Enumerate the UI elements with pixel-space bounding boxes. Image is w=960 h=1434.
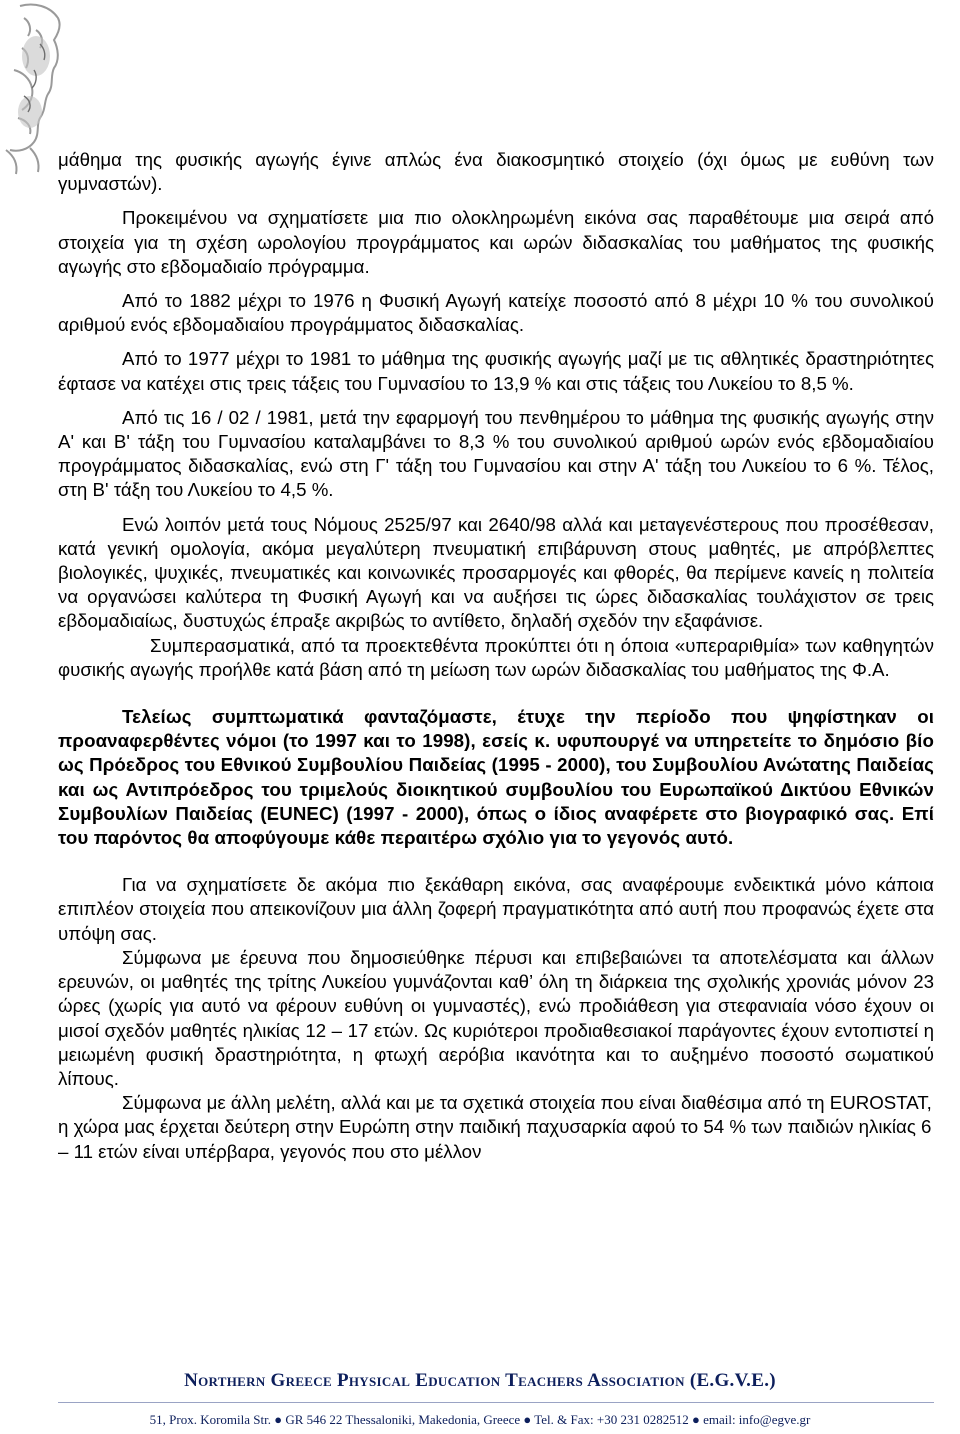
paragraph: Συμπερασματικά, από τα προεκτεθέντα προκύπτει ότι η όποια «υπεραριθμία» των καθηγητών φυσικής αγωγής προήλθε κατά βάση από τη μείωση των ωρών διδασκαλίας του μαθήματος της Φ.Α.	[58, 634, 934, 680]
footer-divider	[58, 1402, 934, 1403]
paragraph: Ενώ λοιπόν μετά τους Νόμους 2525/97 και 2640/98 αλλά και μεταγενέστερους που προσέθεσαν, κατά γενική ομολογία, ακόμα μεγαλύτερη πνευματική επιβάρυνση στους μαθητές, με απρόβλεπτες βιολογικές, ψυχικές, πνευματικές και κοινωνικές προσαρμογές και φθορές, θα περίμενε κανείς η πολιτεία να οργανώσει καλύτερα τη Φυσική Αγωγή και να αυξήσει τις ώρες διδασκαλίας τουλάχιστον σε τρεις εβδομαδιαίως, δυστυχώς έπραξε ακριβώς το αντίθετο, δηλαδή σχεδόν την εξαφάνισε.	[58, 513, 934, 632]
paragraph: Από τις 16 / 02 / 1981, μετά την εφαρμογή του πενθημέρου το μάθημα της φυσικής αγωγής στην Α' και Β' τάξη του Γυμνασίου καταλαμβάνει το 8,3 % του συνολικού αριθμού ωρών ενός εβδομαδιαίου προγράμματος διδασκαλίας, ενώ στη Γ' τάξη του Γυμνασίου και στην Α' τάξη του Λυκείου το 6 %. Τέλος, στη Β' τάξη του Λυκείου το 4,5 %.	[58, 406, 934, 501]
footer-address: 51, Prox. Koromila Str. ● GR 546 22 Thessaloniki, Makedonia, Greece ● Tel. & Fax: +30 231 0282512 ● email: info@egve.gr	[149, 1412, 811, 1427]
footer-organization-name: Northern Greece Physical Education Teachers Association (E.G.V.E.)	[184, 1370, 776, 1391]
paragraph: μάθημα της φυσικής αγωγής έγινε απλώς ένα διακοσμητικό στοιχείο (όχι όμως με ευθύνη των γυμναστών).	[58, 149, 934, 195]
paragraph: Από το 1882 μέχρι το 1976 η Φυσική Αγωγή κατείχε ποσοστό από 8 μέχρι 10 % του συνολικού αριθμού ενός εβδομαδιαίου προγράμματος διδασκαλίας.	[58, 290, 934, 336]
letter-body	[58, 148, 934, 1164]
paragraph: Σύμφωνα με έρευνα που δημοσιεύθηκε πέρυσι και επιβεβαιώνει τα αποτελέσματα και άλλων ερευνών, οι μαθητές της τρίτης Λυκείου γυμνάζονται καθ’ όλη τη διάρκεια της σχολικής χρονιάς μόνον 23 ώρες (χωρίς για αυτό να φέρουν ευθύνη οι γυμναστές), ενώ προδιάθεση για στεφανιαία νόσο έχουν οι μισοί σχεδόν μαθητές ηλικίας 12 – 17 ετών. Ως κυριότεροι προδιαθεσιακοί παράγοντες έχουν εντοπιστεί η μειωμένη φυσική δραστηριότητα, η φτωχή αερόβια ικανότητα και το αυξημένο ποσοστό σωματικού λίπους.	[58, 946, 934, 1089]
paragraph: Προκειμένου να σχηματίσετε μια πιο ολοκληρωμένη εικόνα σας παραθέτουμε μια σειρά από στοιχεία για τη σχέση ωρολογίου προγράμματος και ωρών διδασκαλίας του μαθήματος της φυσικής αγωγής στο εβδομαδιαίο πρόγραμμα.	[58, 207, 934, 277]
paragraph: Από το 1977 μέχρι το 1981 το μάθημα της φυσικής αγωγής μαζί με τις αθλητικές δραστηριότητες έφτασε να κατέχει στις τρεις τάξεις του Γυμνασίου το 13,9 % και στις τάξεις του Λυκείου το 8,5 %.	[58, 348, 934, 394]
bust-relief-icon	[0, 0, 64, 178]
paragraph: Για να σχηματίσετε δε ακόμα πιο ξεκάθαρη εικόνα, σας αναφέρουμε ενδεικτικά μόνο κάποια επιπλέον στοιχεία που απεικονίζουν μια άλλη ζοφερή πραγματικότητα από αυτή που προφανώς έχετε στα υπόψη σας.	[58, 874, 934, 944]
paragraph-bold: Τελείως συμπτωματικά φανταζόμαστε, έτυχε την περίοδο που ψηφίστηκαν οι προαναφερθέντες νόμοι (το 1997 και το 1998), εσείς κ. υφυπουργέ να υπηρετείτε το δημόσιο βίο ως Πρόεδρος του Εθνικού Συμβουλίου Παιδείας (1995 - 2000), του Συμβουλίου Ανώτατης Παιδείας και ως Αντιπρόεδρος του τριμελούς διοικητικού συμβουλίου του Ευρωπαϊκού Δικτύου Εθνικών Συμβουλίων Παιδείας (EUNEC) (1997 - 2000), όπως ο ίδιος αναφέρετε στο βιογραφικό σας. Επί του παρόντος θα αποφύγουμε κάθε περαιτέρω σχόλιο για το γεγονός αυτό.	[58, 706, 934, 849]
paragraph: Σύμφωνα με άλλη μελέτη, αλλά και με τα σχετικά στοιχεία που είναι διαθέσιμα από τη EUROSTAT, η χώρα μας έρχεται δεύτερη στην Ευρώπη στην παιδική παχυσαρκία αφού το 54 % των παιδιών ηλικίας 6 – 11 ετών είναι υπέρβαρα, γεγονός που στο μέλλον	[58, 1092, 932, 1162]
